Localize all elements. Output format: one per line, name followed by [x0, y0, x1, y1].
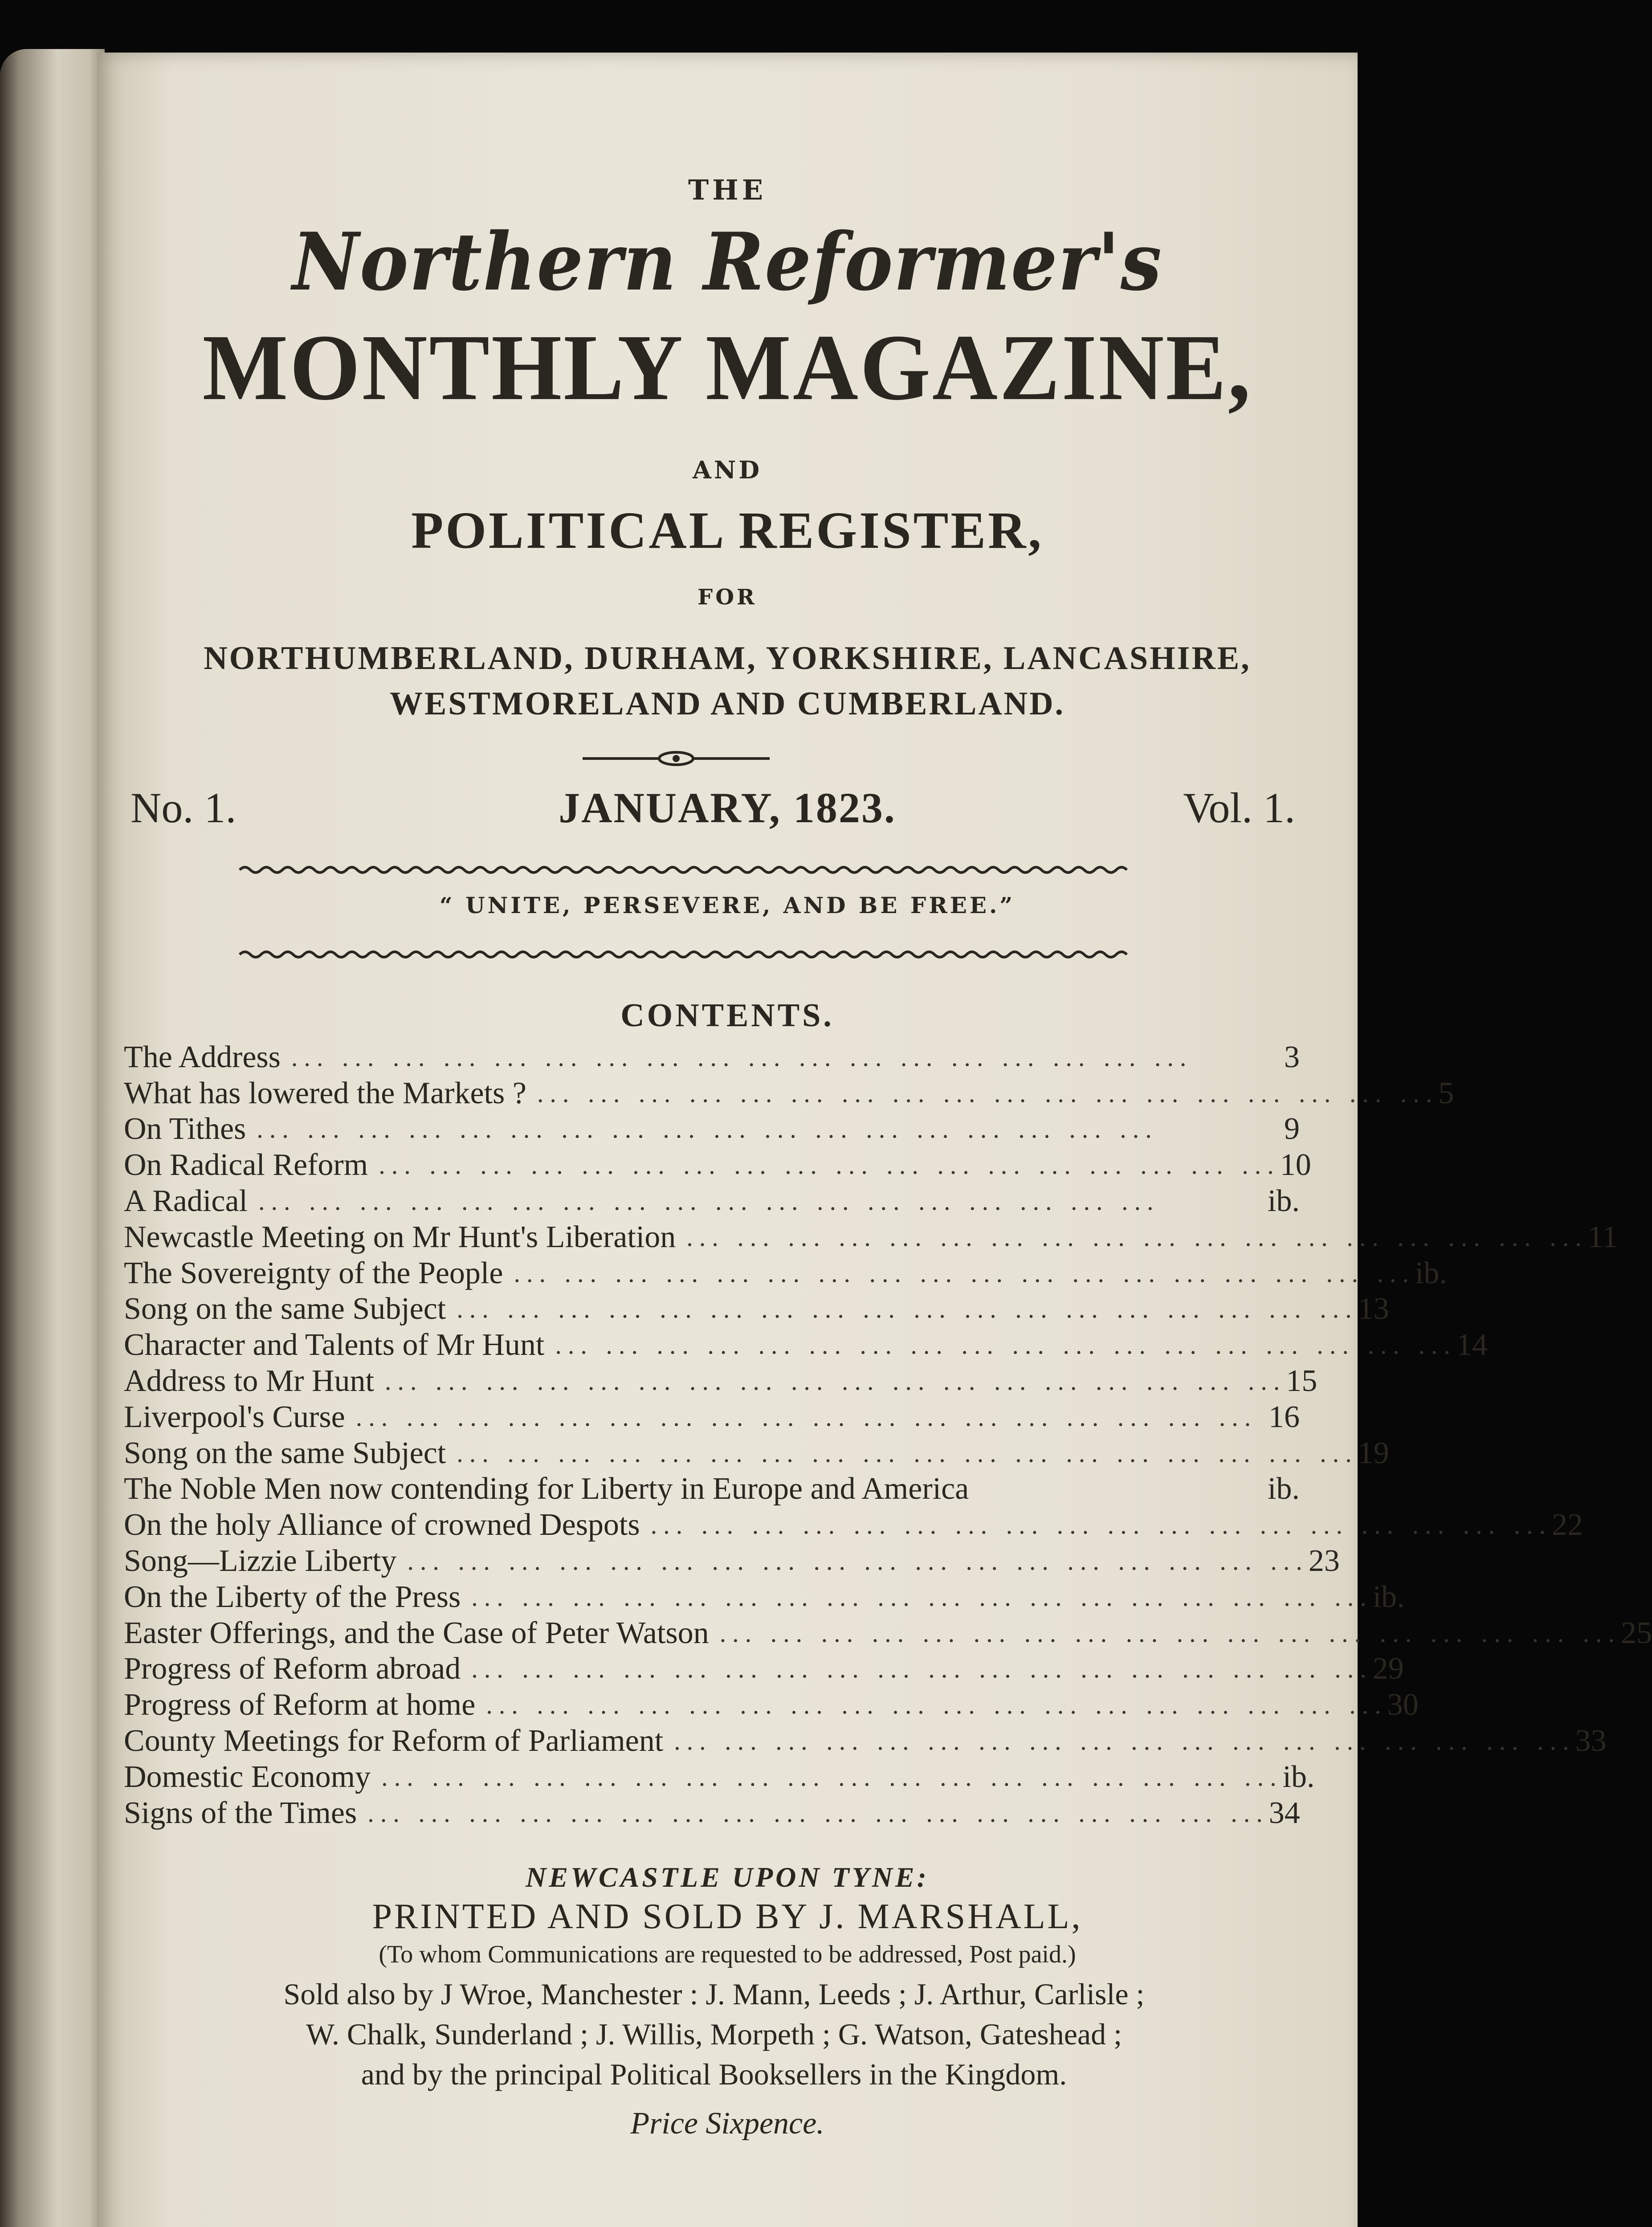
contents-entry [124, 1687, 1419, 1723]
entry-title: The Noble Men now contending for Liberty in Europe and America [124, 1472, 969, 1506]
leader-dots: ... ... ... ... ... ... ... ... ... ... ... ... ... ... ... ... ... ... [457, 1294, 1358, 1324]
leader-dots: ... ... ... ... ... ... ... ... ... ... ... ... ... ... ... ... ... ... [555, 1330, 1456, 1360]
entry-title: Song on the same Subject [124, 1436, 446, 1470]
entry-page: 25 [1621, 1615, 1652, 1650]
imprint-printer: PRINTED AND SOLD BY J. MARSHALL, [372, 1897, 1083, 1936]
entry-page: 3 [1284, 1040, 1300, 1074]
imprint-note: (To whom Communications are requested to be addressed, Post paid.) [379, 1941, 1076, 1968]
issue-date: JANUARY, 1823. [559, 784, 896, 832]
leader-dots: ... ... ... ... ... ... ... ... ... ... ... ... ... ... ... ... ... ... [257, 1114, 1158, 1144]
entry-title: A Radical [124, 1183, 248, 1218]
contents-entry [124, 1399, 1300, 1435]
contents-entry [124, 1255, 1447, 1291]
entry-page: 13 [1358, 1292, 1389, 1326]
entry-page: ib. [1268, 1472, 1300, 1506]
leader-dots: ... ... ... ... ... ... ... ... ... ... ... ... ... ... ... ... ... ... [486, 1690, 1387, 1720]
leader-dots: ... ... ... ... ... ... ... ... ... ... ... ... ... ... ... ... ... ... [407, 1546, 1309, 1575]
contents-entry [124, 1363, 1318, 1399]
entry-page: 33 [1575, 1723, 1607, 1758]
contents-entry [124, 1471, 1300, 1507]
entry-page: 10 [1280, 1148, 1311, 1183]
leader-dots: ... ... ... ... ... ... ... ... ... ... ... ... ... ... ... ... ... ... [258, 1186, 1160, 1215]
leader-dots: ... ... ... ... ... ... ... ... ... ... ... ... ... ... ... ... ... ... [686, 1222, 1588, 1252]
leader-dots: ... ... ... ... ... ... ... ... ... ... ... ... ... ... ... ... ... ... [384, 1366, 1286, 1395]
entry-title: Progress of Reform at home [124, 1688, 476, 1722]
leader-dots: ... ... ... ... ... ... ... ... ... ... ... ... ... ... ... ... ... ... [457, 1438, 1358, 1468]
entry-page: 23 [1308, 1543, 1340, 1578]
motto: “ UNITE, PERSEVERE, AND BE FREE.” [439, 892, 1016, 918]
contents-entry [124, 1651, 1404, 1687]
leader-dots: ... ... ... ... ... ... ... ... ... ... ... ... ... ... ... ... ... ... [367, 1798, 1269, 1827]
entry-title: Song on the same Subject [124, 1292, 446, 1326]
contents-entry [124, 1075, 1454, 1111]
entry-page: 19 [1358, 1436, 1389, 1470]
contents-entry [124, 1183, 1300, 1219]
entry-title: Progress of Reform abroad [124, 1652, 461, 1686]
entry-title: County Meetings for Reform of Parliament [124, 1723, 664, 1758]
entry-page: 34 [1269, 1795, 1300, 1830]
entry-page: 15 [1286, 1363, 1318, 1398]
leader-dots: ... ... ... ... ... ... ... ... ... ... ... ... ... ... ... ... ... ... [514, 1258, 1415, 1288]
entry-page: ib. [1282, 1759, 1315, 1794]
entry-page: 14 [1456, 1328, 1488, 1362]
header-and: AND [692, 456, 763, 484]
entry-title: The Sovereignty of the People [124, 1256, 503, 1290]
entry-title: On Tithes [124, 1112, 246, 1146]
contents-entry [124, 1507, 1583, 1543]
contents-entry [124, 1579, 1405, 1615]
entry-title: On the holy Alliance of crowned Despots [124, 1508, 640, 1542]
contents-entry [124, 1219, 1618, 1255]
issue-volume: Vol. 1. [1183, 784, 1295, 832]
leader-dots: ... ... ... ... ... ... ... ... ... ... ... ... ... ... ... ... ... ... [471, 1582, 1373, 1611]
contents-entry [124, 1795, 1300, 1831]
contents-entry [124, 1039, 1300, 1075]
header-monthly-magazine: MONTHLY MAGAZINE, [202, 315, 1252, 420]
entry-page: ib. [1372, 1579, 1405, 1614]
contents-list [124, 1039, 1652, 1831]
leader-dots: ... ... ... ... ... ... ... ... ... ... ... ... ... ... ... ... ... ... [291, 1042, 1193, 1072]
header-counties-line-1: NORTHUMBERLAND, DURHAM, YORKSHIRE, LANCASHIRE, [204, 640, 1251, 677]
wavy-rule-bottom [240, 948, 1122, 961]
entry-page: 5 [1438, 1076, 1454, 1110]
contents-entry [124, 1759, 1315, 1795]
entry-page: 16 [1269, 1399, 1300, 1434]
title-page [97, 53, 1652, 2227]
contents-entry [124, 1543, 1340, 1579]
leader-dots: ... ... ... ... ... ... ... ... ... ... ... ... ... ... ... ... ... ... [537, 1078, 1439, 1108]
entry-title: Newcastle Meeting on Mr Hunt's Liberation [124, 1220, 676, 1254]
leader-dots: ... ... ... ... ... ... ... ... ... ... ... ... ... ... ... ... ... ... [719, 1618, 1621, 1648]
leader-dots: ... ... ... ... ... ... ... ... ... ... ... ... ... ... ... ... ... ... [379, 1150, 1280, 1180]
contents-entry [124, 1723, 1607, 1759]
entry-page: ib. [1415, 1256, 1447, 1290]
entry-title: What has lowered the Markets ? [124, 1076, 526, 1110]
entry-title: Character and Talents of Mr Hunt [124, 1328, 545, 1362]
contents-entry [124, 1147, 1311, 1183]
wavy-rule-top [240, 863, 1122, 877]
leader-dots: ... ... ... ... ... ... ... ... ... ... ... ... ... ... ... ... ... ... [471, 1654, 1373, 1684]
contents-entry [124, 1615, 1652, 1651]
header-political-register: POLITICAL REGISTER, [411, 501, 1044, 559]
entry-title: Address to Mr Hunt [124, 1363, 374, 1398]
entry-page: 22 [1552, 1508, 1583, 1542]
imprint-price: Price Sixpence. [630, 2106, 824, 2141]
entry-title: Signs of the Times [124, 1795, 357, 1830]
leader-dots: ... ... ... ... ... ... ... ... ... ... ... ... ... ... ... ... ... ... [674, 1726, 1575, 1755]
imprint-sold-line-3: and by the principal Political Booksellers in the Kingdom. [361, 2057, 1067, 2091]
entry-page: 9 [1284, 1112, 1300, 1146]
issue-number: No. 1. [131, 784, 237, 832]
entry-title: Song—Lizzie Liberty [124, 1543, 397, 1578]
entry-title: Easter Offerings, and the Case of Peter Watson [124, 1615, 709, 1650]
contents-entry [124, 1435, 1389, 1471]
entry-title: The Address [124, 1040, 281, 1074]
contents-title: CONTENTS. [620, 997, 834, 1034]
leader-dots: ... ... ... ... ... ... ... ... ... ... ... ... ... ... ... ... ... ... [381, 1762, 1283, 1791]
header-for: FOR [698, 585, 757, 610]
leader-dots: ... ... ... ... ... ... ... ... ... ... ... ... ... ... ... ... ... ... [355, 1402, 1257, 1432]
contents-entry [124, 1291, 1389, 1327]
entry-title: Liverpool's Curse [124, 1399, 345, 1434]
header-northern-reformers: Northern Reformer's [292, 215, 1163, 308]
contents-entry [124, 1327, 1488, 1363]
entry-page: 30 [1387, 1688, 1419, 1722]
header-counties-line-2: WESTMORELAND AND CUMBERLAND. [389, 685, 1065, 722]
imprint-sold-line-2: W. Chalk, Sunderland ; J. Willis, Morpeth ; G. Watson, Gateshead ; [306, 2017, 1122, 2051]
contents-entry [124, 1111, 1300, 1147]
imprint-sold-line-1: Sold also by J Wroe, Manchester : J. Mann, Leeds ; J. Arthur, Carlisle ; [283, 1977, 1145, 2011]
imprint-place: NEWCASTLE UPON TYNE: [526, 1861, 929, 1893]
ornament-divider-icon [578, 747, 774, 770]
header-the: THE [688, 174, 767, 206]
entry-page: ib. [1268, 1183, 1300, 1218]
entry-title: On Radical Reform [124, 1148, 368, 1183]
entry-page: 11 [1587, 1220, 1618, 1254]
facing-page-edge [0, 49, 105, 2227]
entry-title: Domestic Economy [124, 1759, 371, 1794]
entry-page: 29 [1372, 1652, 1404, 1686]
entry-title: On the Liberty of the Press [124, 1579, 461, 1614]
leader-dots: ... ... ... ... ... ... ... ... ... ... ... ... ... ... ... ... ... ... [650, 1510, 1552, 1540]
